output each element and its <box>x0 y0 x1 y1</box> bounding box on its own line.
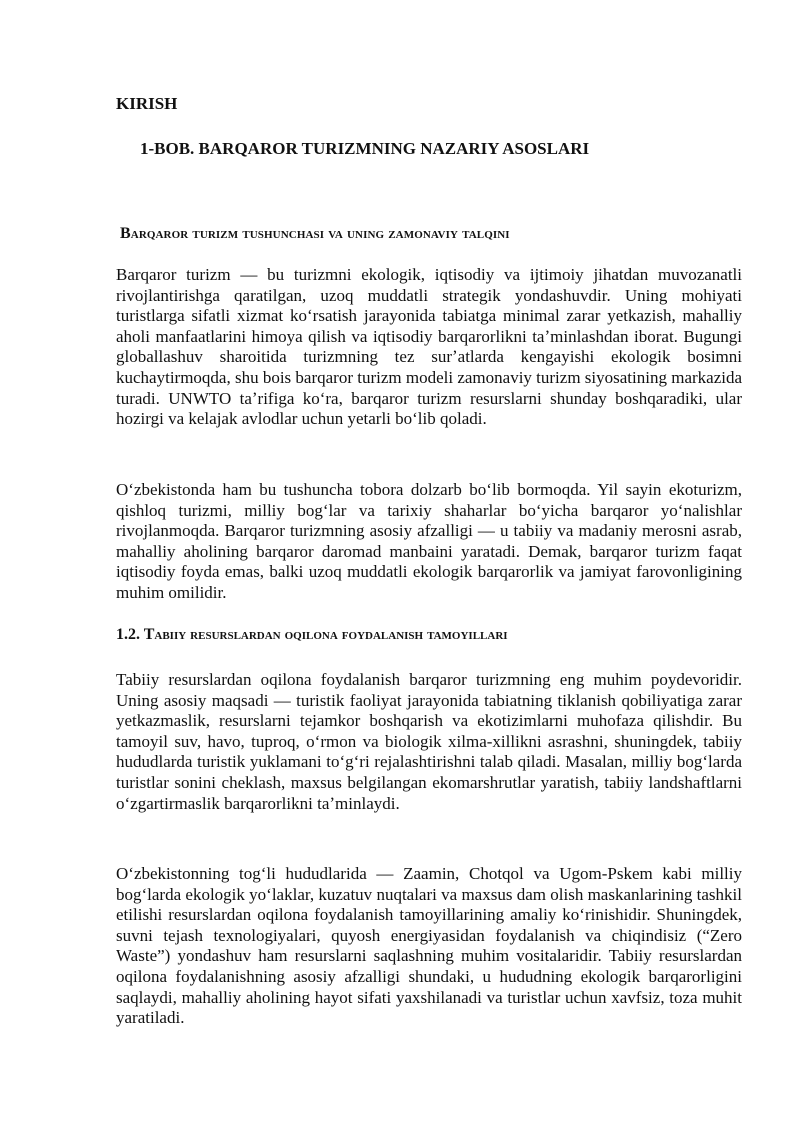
section-heading-1: Barqaror turizm tushunchasi va uning zamonaviy talqini <box>120 225 510 242</box>
body-paragraph-2: Oʻzbekistonda ham bu tushuncha tobora dolzarb boʻlib bormoqda. Yil sayin ekoturizm, qishloq turizmi, milliy bogʻlar va tarixiy shaharlar boʻyicha barqaror yoʻnalishlar rivojlanmoqda. Barqaror turizmning asosiy afzalligi — u tabiiy va madaniy merosni asrab, mahalliy aholining barqaror daromad manbaini yaratadi. Demak, barqaror turizm faqat iqtisodiy foyda emas, balki uzoq muddatli ekologik barqarorlik va jamiyat farovonligining muhim omilidir. <box>116 480 742 602</box>
body-paragraph-3: Tabiiy resurslardan oqilona foydalanish barqaror turizmning eng muhim poydevoridir. Uning asosiy maqsadi — turistik faoliyat jarayonida tabiatning tiklanish qobiliyatiga zarar yetkazmaslik, resurslarni tejamkor boshqarish va ekotizimlarni muhofaza qilishdir. Bu tamoyil suv, havo, tuproq, oʻrmon va biologik xilma-xillikni asrashni, shuningdek, tabiiy hududlarda turistik yuklamani toʻgʻri rejalashtirishni talab qiladi. Masalan, milliy bogʻlarda turistlar sonini cheklash, maxsus belgilangan ekomarshrutlar yaratish, tabiiy landshaftlarni oʻzgartirmaslik barqarorlikni taʼminlaydi. <box>116 670 742 813</box>
intro-heading: KIRISH <box>116 94 178 113</box>
body-paragraph-1: Barqaror turizm — bu turizmni ekologik, iqtisodiy va ijtimoiy jihatdan muvozanatli rivojlantirishga qaratilgan, uzoq muddatli strategik yondashuvdir. Uning mohiyati turistlarga sifatli xizmat koʻrsatish jarayonida tabiatga minimal zarar yetkazish, mahalliy aholi manfaatlarini himoya qilish va iqtisodiy barqarorlikni taʼminlashdan iborat. Bugungi globallashuv sharoitida turizmning tez surʼatlarda kengayishi ekologik bosimni kuchaytirmoqda, shu bois barqaror turizm modeli zamonaviy turizm siyosatining markazida turadi. UNWTO taʼrifiga koʻra, barqaror turizm resurslarni shunday boshqaradiki, ular hozirgi va kelajak avlodlar uchun yetarli boʻlib qoladi. <box>116 265 743 429</box>
section-heading-2: 1.2. Tabiiy resurslardan oqilona foydalanish tamoyillari <box>116 626 508 643</box>
body-paragraph-4: Oʻzbekistonning togʻli hududlarida — Zaamin, Chotqol va Ugom-Pskem kabi milliy bogʻlarda ekologik yoʻlaklar, kuzatuv nuqtalari va maxsus dam olish maskanlarining tashkil etilishi resurslardan oqilona foydalanish tamoyillarining amaliy koʻrinishidir. Shuningdek, suvni tejash texnologiyalari, quyosh energiyasidan foydalanish va chiqindisiz (“Zero Waste”) yondashuv ham resurslarni saqlashning muhim vositalaridir. Tabiiy resurslardan oqilona foydalanishning asosiy afzalligi shundaki, u hududning ekologik barqarorligini saqlaydi, mahalliy aholining hayot sifati yaxshilanadi va turistlar uchun xavfsiz, toza muhit yaratiladi. <box>116 864 742 1028</box>
chapter-heading: 1-BOB. BARQAROR TURIZMNING NAZARIY ASOSLARI <box>140 139 590 158</box>
